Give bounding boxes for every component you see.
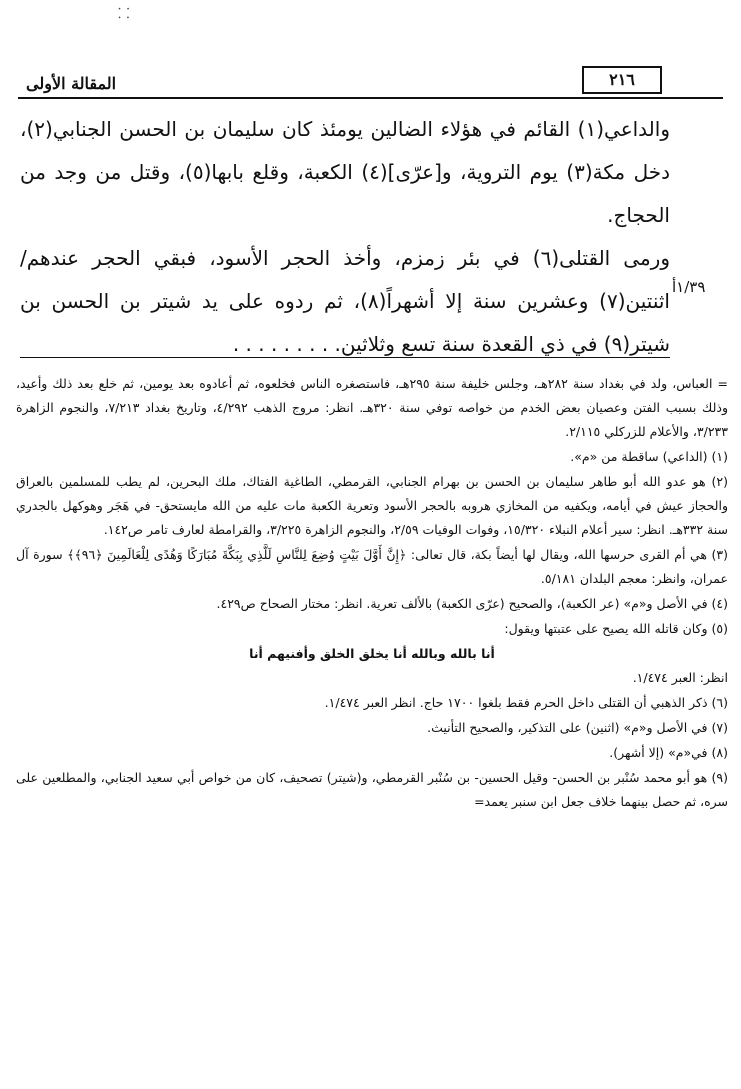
footnote-5-verse: أنا بالله وبالله أنا يخلق الخلق وأفنيهم أنا bbox=[249, 646, 495, 661]
scan-mark: ⸬ bbox=[118, 6, 130, 22]
footnote-5: (٥) وكان قاتله الله يصيح على عتبتها ويقول: bbox=[504, 621, 728, 636]
footnote-continuation: = العباس، ولد في بغداد سنة ٢٨٢هـ، وجلس خليفة سنة ٢٩٥هـ، فاستصغره الناس فخلعوه، ثم أعادوه بعد يومين، ثم خلع بعد ذلك وأعيد، وذلك بسبب الفتن وعصيان بعض الخدم من خواصه توفي سنة ٣٢٠هـ. انظر: مروج الذهب ٤/٢٩٢، وتاريخ بغداد ٧/٢١٣، والنجوم الزاهرة ٣/٢٣٣، والأعلام للزركلي ٢/١١٥. bbox=[16, 376, 729, 439]
page-header bbox=[18, 52, 723, 102]
footnotes bbox=[16, 372, 728, 815]
footnote-4: (٤) في الأصل و«م» (عر الكعبة)، والصحيح (عرّى الكعبة) بالألف تعرية. انظر: مختار الصحاح ص٤٢٩. bbox=[216, 596, 728, 611]
header-rule bbox=[18, 97, 723, 99]
margin-folio-ref: ١/٣٩أ bbox=[672, 278, 706, 296]
footnote-3: (٣) هي أم القرى حرسها الله، ويقال لها أيضاً بكة، قال تعالى: ﴿إِنَّ أَوَّلَ بَيْتٍ وُضِعَ لِلنَّاسِ لَلَّذِي بِبَكَّةَ مُبَارَكًا وَهُدًى لِلْعَالَمِينَ ﴿٩٦﴾﴾ سورة آل عمران، وانظر: معجم البلدان ٥/١٨١. bbox=[16, 547, 728, 586]
footnote-separator bbox=[20, 357, 670, 358]
main-paragraph-2: ورمى القتلى(٦) في بئر زمزم، وأخذ الحجر الأسود، فبقي الحجر عندهم/ اثنتين(٧) وعشرين سنة إلا أشهراً(٨)، ثم ردوه على يد شيتر بن الحسن بن شيتر(٩) في ذي القعدة سنة تسع وثلاثين. . . . . . . . . bbox=[20, 246, 671, 356]
footnote-2: (٢) هو عدو الله أبو طاهر سليمان بن الحسن بن بهرام الجنابي، القرمطي، الطاغية الفتاك، ملك البحرين، لم يطب للمسلمين بالعراق والحجاز عيش في أيامه، ويكفيه من المخازي هروبه بالحجر الأسود وتعرية الكعبة مات عليه من الله مايستحق- في هَجَر وهوكهل بالجدري سنة ٣٣٢هـ. انظر: سير أعلام النبلاء ١٥/٣٢٠، وفوات الوفيات ٢/٥٩، والنجوم الزاهرة ٣/٢٢٥، والقرامطة لعارف تامر ص١٤٢. bbox=[16, 474, 728, 537]
footnote-7: (٧) في الأصل و«م» (اثنين) على التذكير، والصحيح التأنيث. bbox=[427, 720, 728, 735]
footnote-9: (٩) هو أبو محمد سُنْبر بن الحسن- وقيل الحسين- بن سُنْبر القرمطي، و(شيتر) تصحيف، كان من خواص أبي سعيد الجنابي، والمطلعين على سره، ثم حصل بينهما خلاف جعل ابن سنبر يعمد= bbox=[16, 770, 728, 809]
main-paragraph-1: والداعي(١) القائم في هؤلاء الضالين يومئذ كان سليمان بن الحسن الجنابي(٢)، دخل مكة(٣) يوم التروية، و[عرّى](٤) الكعبة، وقلع بابها(٥)، وقتل من وجد من الحجاج. bbox=[20, 117, 671, 227]
footnote-6: (٦) ذكر الذهبي أن القتلى داخل الحرم فقط بلغوا ١٧٠٠ حاج. انظر العبر ١/٤٧٤. bbox=[324, 695, 728, 710]
footnote-5-ref: انظر: العبر ١/٤٧٤. bbox=[632, 670, 728, 685]
page-number: ٢١٦ bbox=[582, 66, 662, 94]
footnote-1: (١) (الداعي) ساقطة من «م». bbox=[570, 449, 728, 464]
main-text bbox=[20, 108, 670, 366]
section-title: المقالة الأولى bbox=[26, 74, 117, 93]
footnote-8: (٨) في«م» (إلا أشهر). bbox=[609, 745, 728, 760]
